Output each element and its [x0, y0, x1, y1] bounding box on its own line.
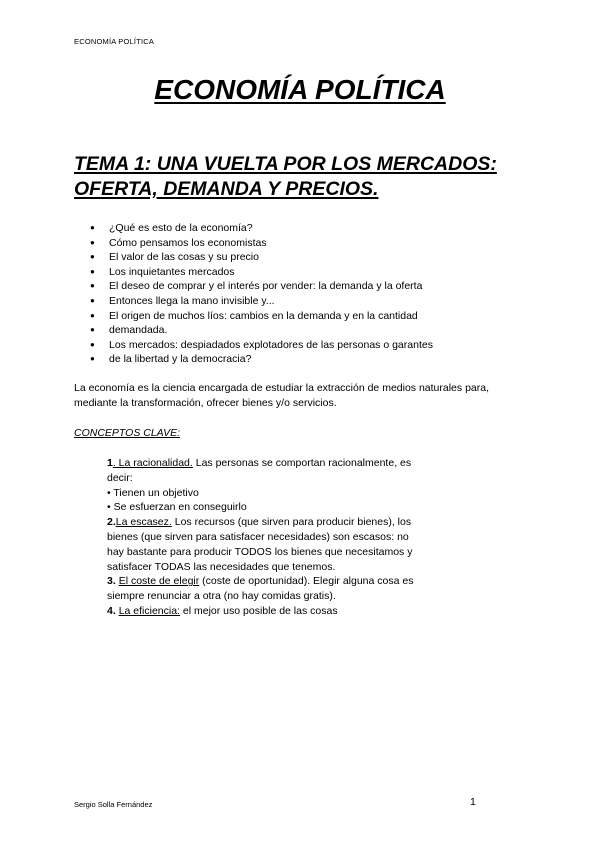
list-item: ● ¿Qué es esto de la economía? — [90, 221, 433, 236]
concept-text: (coste de oportunidad). Elegir alguna cosa es — [199, 575, 414, 588]
concept-term: La escasez. — [115, 516, 172, 529]
intro-paragraph — [74, 381, 534, 411]
concept-term: . La racionalidad. — [112, 457, 193, 469]
page-number: 1 — [470, 796, 476, 808]
list-item: ● El origen de muchos líos: cambios en la demanda y en la cantidad — [90, 309, 433, 324]
list-item: ● Entonces llega la mano invisible y... — [90, 294, 433, 309]
key-concepts-heading: CONCEPTOS CLAVE: — [74, 427, 181, 439]
list-item: ● El valor de las cosas y su precio — [90, 250, 433, 265]
concept-1-line-1 — [107, 456, 457, 471]
topic-outline-list — [90, 221, 433, 367]
concept-text: Los recursos (que sirven para producir bienes), los — [171, 516, 412, 529]
concept-1-sub-1: • Tienen un objetivo — [107, 486, 199, 499]
concept-3-line-2: siempre renunciar a otra (no hay comidas gratis). — [107, 590, 336, 603]
intro-line-1: La economía es la ciencia encargada de estudiar la extracción de medios naturales para, — [74, 382, 490, 394]
topic-heading-line-2: OFERTA, DEMANDA Y PRECIOS. — [74, 178, 379, 200]
list-item: ● Los mercados: despiadados explotadores de las personas o garantes — [90, 338, 433, 353]
concept-2-line-2: bienes (que sirven para satisfacer necesidades) son escasos: no — [107, 530, 409, 543]
concept-term: El coste de elegir — [118, 575, 200, 588]
concept-2-line-1 — [107, 515, 457, 530]
concept-4-line-1: 4. La eficiencia: el mejor uso posible de las cosas — [107, 604, 338, 617]
footer-author: Sergio Solla Fernández — [74, 800, 153, 809]
list-item: ● demandada. — [90, 323, 433, 338]
topic-heading — [74, 152, 534, 202]
concept-1-line-2: decir: — [107, 471, 133, 484]
running-header: ECONOMÍA POLÍTICA — [74, 37, 155, 46]
concept-2-line-4: satisfacer TODAS las necesidades que tenemos. — [107, 560, 336, 573]
concept-number: 1 — [107, 457, 113, 469]
concept-2-line-3: hay bastante para producir TODOS los bienes que necesitamos y — [107, 545, 413, 558]
concept-number: 3. — [107, 575, 116, 588]
list-item: ● Cómo pensamos los economistas — [90, 236, 433, 251]
concept-number: 4 — [107, 604, 113, 617]
intro-line-2: mediante la transformación, ofrecer bienes y/o servicios. — [74, 396, 337, 409]
list-item: ● El deseo de comprar y el interés por vender: la demanda y la oferta — [90, 279, 433, 294]
list-item: ● de la libertad y la democracia? — [90, 352, 433, 367]
concept-text: el mejor uso posible de las cosas — [179, 604, 338, 617]
key-concepts-list — [107, 456, 457, 619]
concept-text: Las personas se comportan racionalmente, es — [192, 457, 412, 469]
concept-number: 2. — [107, 516, 116, 529]
document-title: ECONOMÍA POLÍTICA — [154, 74, 446, 105]
list-item: ● Los inquietantes mercados — [90, 265, 433, 280]
concept-1-sub-2: • Se esfuerzan en conseguirlo — [107, 501, 247, 514]
concept-term: La eficiencia: — [118, 604, 180, 617]
topic-heading-line-1: TEMA 1: UNA VUELTA POR LOS MERCADOS: — [74, 153, 497, 175]
concept-3-line-1 — [107, 574, 457, 589]
